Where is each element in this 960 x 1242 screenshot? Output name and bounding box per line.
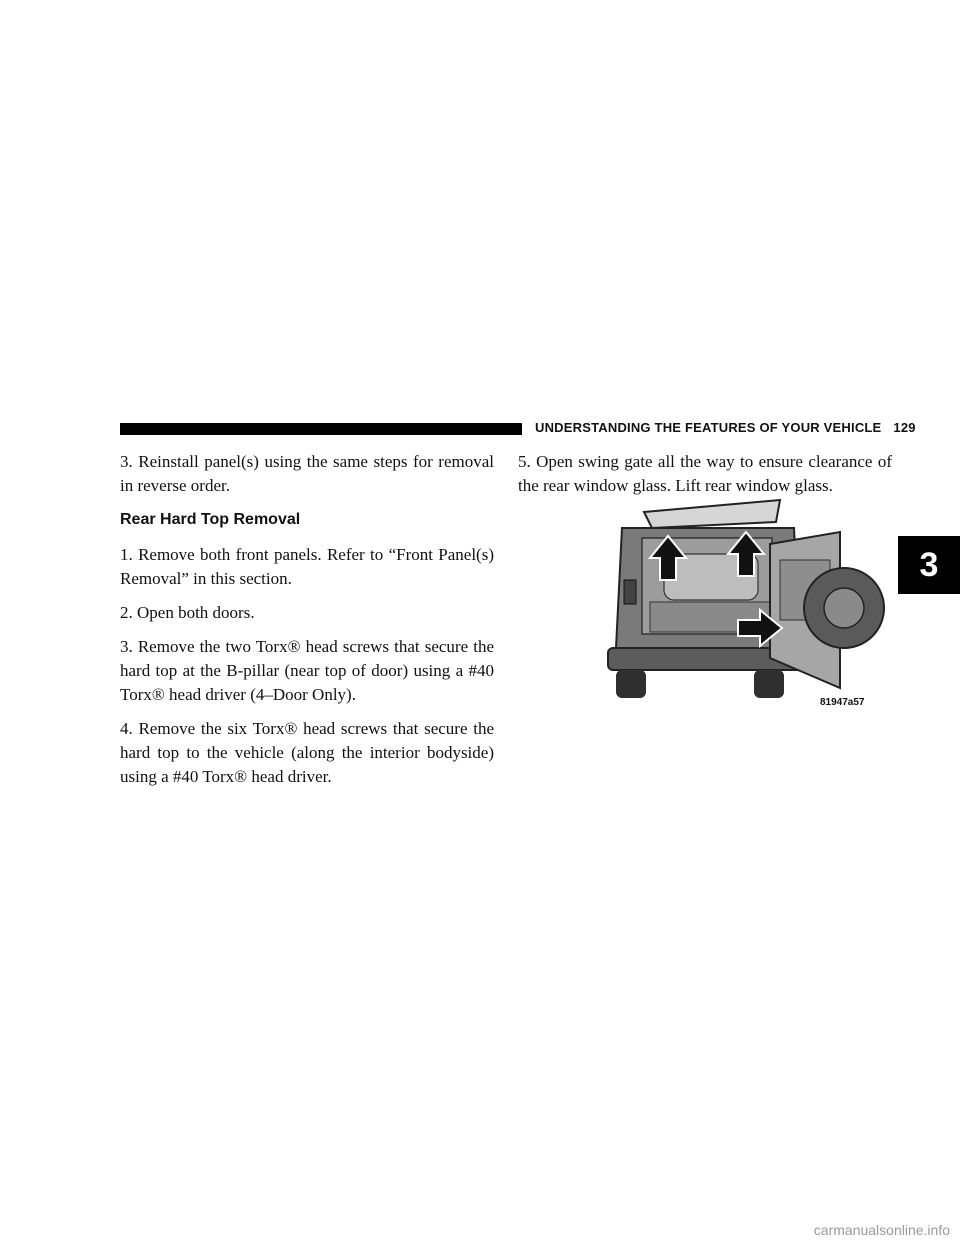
section-heading: Rear Hard Top Removal <box>120 511 301 528</box>
step-4: 4. Remove the six Torx® head screws that secure the hard top to the vehicle (along the interior bodyside) using a #40 Torx® head driver. <box>120 719 494 786</box>
step-5: 5. Open swing gate all the way to ensure clearance of the rear window glass. Lift rear window glass. <box>518 452 892 495</box>
chapter-tab: 3 <box>898 536 960 594</box>
header-rule <box>120 423 522 435</box>
page-number: 129 <box>893 420 916 435</box>
step-3: 3. Remove the two Torx® head screws that secure the hard top at the B-pillar (near top of door) using a #40 Torx® head driver (4–Door Only). <box>120 637 494 704</box>
left-column <box>120 450 494 799</box>
section-title: UNDERSTANDING THE FEATURES OF YOUR VEHICLE <box>535 420 882 435</box>
vehicle-rear-illustration <box>604 498 898 712</box>
step-2: 2. Open both doors. <box>120 603 255 622</box>
paragraph-reinstall: 3. Reinstall panel(s) using the same steps for removal in reverse order. <box>120 452 494 495</box>
watermark: carmanualsonline.info <box>813 1222 950 1238</box>
running-header <box>535 420 916 435</box>
figure-label: 81947a57 <box>820 697 865 708</box>
step-1: 1. Remove both front panels. Refer to “Front Panel(s) Removal” in this section. <box>120 545 494 588</box>
